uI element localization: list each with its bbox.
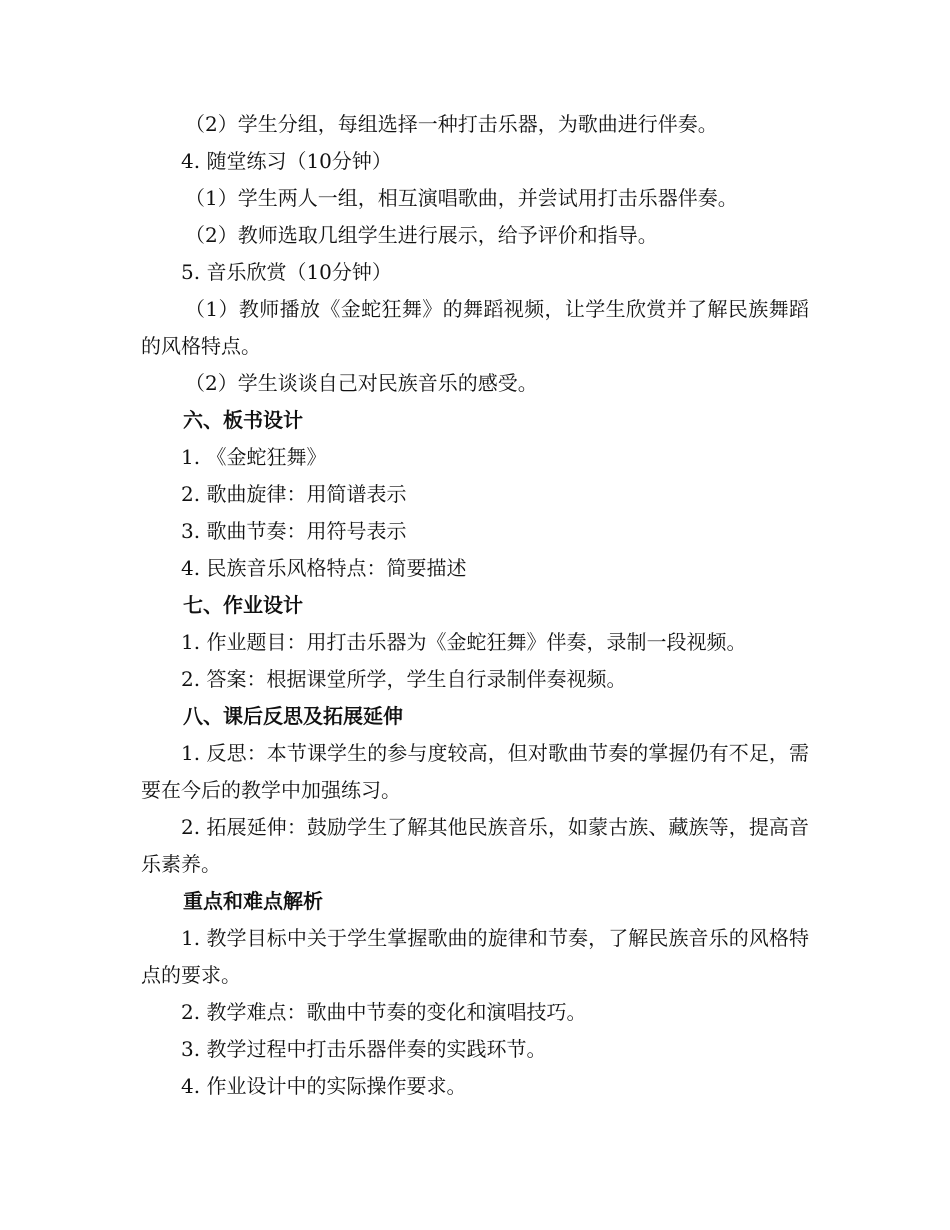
- numbered-item: 5. 音乐欣赏（10分钟）: [181, 260, 392, 284]
- numbered-item: 2. 答案：根据课堂所学，学生自行录制伴奏视频。: [181, 667, 627, 691]
- numbered-item: 4. 民族音乐风格特点：简要描述: [181, 556, 467, 580]
- section-heading: 重点和难点解析: [183, 889, 323, 913]
- numbered-item: 4. 随堂练习（10分钟）: [181, 149, 392, 173]
- document-body: [141, 106, 809, 1105]
- numbered-item: 1. 作业题目：用打击乐器为《金蛇狂舞》伴奏，录制一段视频。: [181, 630, 747, 654]
- text-paragraph: 2. 拓展延伸：鼓励学生了解其他民族音乐，如蒙古族、藏族等，提高音乐素养。: [141, 815, 809, 876]
- numbered-item: 3. 歌曲节奏：用符号表示: [181, 519, 407, 543]
- section-heading: 八、课后反思及拓展延伸: [183, 704, 403, 728]
- text-line: （1）学生两人一组，相互演唱歌曲，并尝试用打击乐器伴奏。: [185, 186, 738, 210]
- section-heading: 七、作业设计: [183, 593, 303, 617]
- numbered-item: 2. 教学难点：歌曲中节奏的变化和演唱技巧。: [181, 1000, 587, 1024]
- section-heading: 六、板书设计: [183, 408, 303, 432]
- text-paragraph: 1. 教学目标中关于学生掌握歌曲的旋律和节奏，了解民族音乐的风格特点的要求。: [141, 926, 809, 987]
- numbered-item: 3. 教学过程中打击乐器伴奏的实践环节。: [181, 1037, 547, 1061]
- text-line: （2）学生谈谈自己对民族音乐的感受。: [185, 371, 538, 395]
- numbered-item: 4. 作业设计中的实际操作要求。: [181, 1074, 467, 1098]
- text-paragraph: （1）教师播放《金蛇狂舞》的舞蹈视频，让学生欣赏并了解民族舞蹈的风格特点。: [141, 297, 809, 358]
- numbered-item: 2. 歌曲旋律：用简谱表示: [181, 482, 407, 506]
- text-line: （2）教师选取几组学生进行展示，给予评价和指导。: [185, 223, 658, 247]
- text-paragraph: 1. 反思：本节课学生的参与度较高，但对歌曲节奏的掌握仍有不足，需要在今后的教学中加强练习。: [141, 741, 809, 802]
- text-line: （2）学生分组，每组选择一种打击乐器，为歌曲进行伴奏。: [185, 112, 718, 136]
- numbered-item: 1. 《金蛇狂舞》: [181, 445, 327, 469]
